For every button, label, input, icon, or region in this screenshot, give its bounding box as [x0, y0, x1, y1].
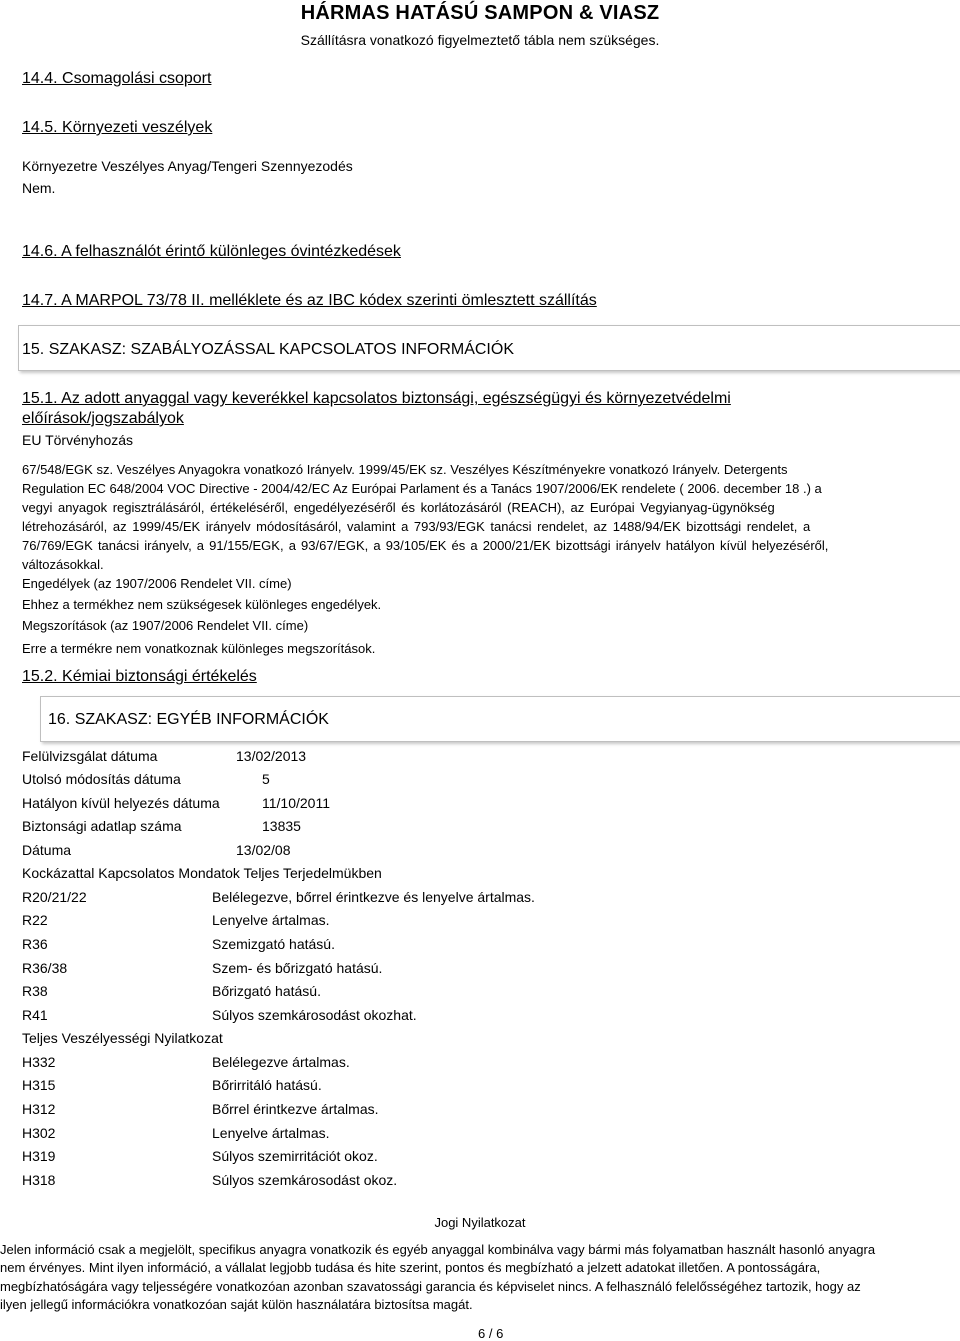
eu-text-line: vegyi anyagok regisztrálásáról, értékeléséről, engedélyezéséről és korlátozásáról (REACH), az Európai Vegyianyag-ügynökség	[22, 500, 775, 515]
risk-phrase-text: Szem- és bőrizgató hatású.	[212, 960, 383, 976]
heading-15-1-line2: előírások/jogszabályok	[22, 410, 184, 427]
env-hazard-value: Nem.	[22, 180, 56, 196]
eu-text-line: változásokkal.	[22, 557, 104, 572]
info-label: Hatályon kívül helyezés dátuma	[22, 795, 220, 811]
legal-line: megbízhatóságára vagy teljességére vonatkozóan azonban szavatossági garancia és képviselet nincs. A felhasználó felelősségéhez tartozik, hogy az	[0, 1279, 861, 1294]
eu-text-line: 67/548/EGK sz. Veszélyes Anyagokra vonatkozó Irányelv. 1999/45/EK sz. Veszélyes Készítményekre vonatkozó Irányelv. Detergents	[22, 462, 788, 477]
legal-line: ilyen jellegű információkra vonatkozóan saját külön használatára biztosítsa magát.	[0, 1297, 473, 1312]
section-16-heading: 16. SZAKASZ: EGYÉB INFORMÁCIÓK	[48, 711, 329, 728]
risk-phrase-code: R36/38	[22, 960, 68, 976]
info-value: 11/10/2011	[262, 795, 330, 811]
info-label: Biztonsági adatlap száma	[22, 818, 182, 834]
hazard-code: H332	[22, 1054, 56, 1070]
document-subtitle: Szállításra vonatkozó figyelmeztető tábla nem szükséges.	[300, 32, 660, 48]
info-value: 5	[262, 771, 270, 787]
risk-phrase-text: Lenyelve ártalmas.	[212, 912, 330, 928]
risk-phrase-text: Súlyos szemkárosodást okozhat.	[212, 1007, 417, 1023]
hazard-text: Súlyos szemirritációt okoz.	[212, 1148, 378, 1164]
legal-line: Jelen információ csak a megjelölt, specifikus anyagra vonatkozik és egyéb anyaggal kombinálva vagy bármi más folyamatban használt hasonló anyagra	[0, 1242, 876, 1257]
eu-text-line: létrehozásáról, az 1999/45/EK irányelv módosításáról, valamint a 793/93/EGK tanácsi rendelet, az 1488/94/EK bizottsági rendelet, a	[22, 519, 811, 534]
hazard-text: Belélegezve ártalmas.	[212, 1054, 350, 1070]
heading-14-6: 14.6. A felhasználót érintő különleges óvintézkedések	[22, 243, 401, 260]
info-label: Utolsó módosítás dátuma	[22, 771, 181, 787]
hazard-statements-title: Teljes Veszélyességi Nyilatkozat	[22, 1030, 223, 1046]
risk-phrase-text: Bőrizgató hatású.	[212, 983, 321, 999]
hazard-text: Bőrirritáló hatású.	[212, 1077, 322, 1093]
risk-phrases-title: Kockázattal Kapcsolatos Mondatok Teljes Terjedelmükben	[22, 865, 382, 881]
info-value: 13/02/2013	[236, 748, 307, 764]
document-title: HÁRMAS HATÁSÚ SAMPON & VIASZ	[300, 2, 660, 24]
legal-line: nem érvényes. Mint ilyen információ, a vállalat legjobb tudása és hite szerint, pontos és megbízható a jelzett adatokat illetően. A pontosságára,	[0, 1260, 821, 1275]
risk-phrase-text: Szemizgató hatású.	[212, 936, 335, 952]
hazard-code: H318	[22, 1172, 56, 1188]
risk-phrase-code: R22	[22, 912, 48, 928]
risk-phrase-code: R20/21/22	[22, 889, 87, 905]
risk-phrase-code: R41	[22, 1007, 48, 1023]
eu-legislation-label: EU Törvényhozás	[22, 432, 134, 448]
permits-text: Ehhez a termékhez nem szükségesek különleges engedélyek.	[22, 597, 382, 612]
heading-14-4: 14.4. Csomagolási csoport	[22, 70, 212, 87]
heading-14-5: 14.5. Környezeti veszélyek	[22, 119, 213, 136]
heading-15-2: 15.2. Kémiai biztonsági értékelés	[22, 668, 257, 685]
eu-text-line: 76/769/EGK tanácsi irányelv, a 91/155/EGK, a 93/67/EGK, a 93/105/EK és a 2000/21/EK bizottsági irányelv hatályon kívül helyezéséről,	[22, 538, 829, 553]
restrictions-label: Megszorítások (az 1907/2006 Rendelet VII. címe)	[22, 618, 309, 633]
section-15-heading: 15. SZAKASZ: SZABÁLYOZÁSSAL KAPCSOLATOS INFORMÁCIÓK	[22, 341, 514, 358]
heading-15-1-line1: 15.1. Az adott anyaggal vagy keverékkel kapcsolatos biztonsági, egészségügyi és környezetvédelmi	[22, 390, 731, 407]
info-label: Felülvizsgálat dátuma	[22, 748, 158, 764]
hazard-text: Súlyos szemkárosodást okoz.	[212, 1172, 398, 1188]
restrictions-text: Erre a termékre nem vonatkoznak különleges megszorítások.	[22, 641, 376, 656]
risk-phrase-code: R36	[22, 936, 48, 952]
hazard-code: H312	[22, 1101, 56, 1117]
hazard-code: H315	[22, 1077, 56, 1093]
hazard-text: Bőrrel érintkezve ártalmas.	[212, 1101, 379, 1117]
env-hazard-label: Környezetre Veszélyes Anyag/Tengeri Szennyezodés	[22, 158, 353, 174]
heading-14-7: 14.7. A MARPOL 73/78 II. melléklete és az IBC kódex szerinti ömlesztett szállítás	[22, 292, 597, 309]
risk-phrase-code: R38	[22, 983, 48, 999]
info-label: Dátuma	[22, 842, 72, 858]
hazard-code: H302	[22, 1125, 56, 1141]
legal-title: Jogi Nyilatkozat	[434, 1215, 526, 1230]
hazard-text: Lenyelve ártalmas.	[212, 1125, 330, 1141]
hazard-code: H319	[22, 1148, 56, 1164]
info-value: 13835	[262, 818, 301, 834]
risk-phrase-text: Belélegezve, bőrrel érintkezve és lenyelve ártalmas.	[212, 889, 535, 905]
info-value: 13/02/08	[236, 842, 291, 858]
permits-label: Engedélyek (az 1907/2006 Rendelet VII. címe)	[22, 576, 292, 591]
eu-text-line: Regulation EC 648/2004 VOC Directive - 2004/42/EC Az Európai Parlament és a Tanács 1907/2006/EK rendelete ( 2006. december 18 .) a	[22, 481, 822, 496]
page-number: 6 / 6	[478, 1326, 504, 1341]
